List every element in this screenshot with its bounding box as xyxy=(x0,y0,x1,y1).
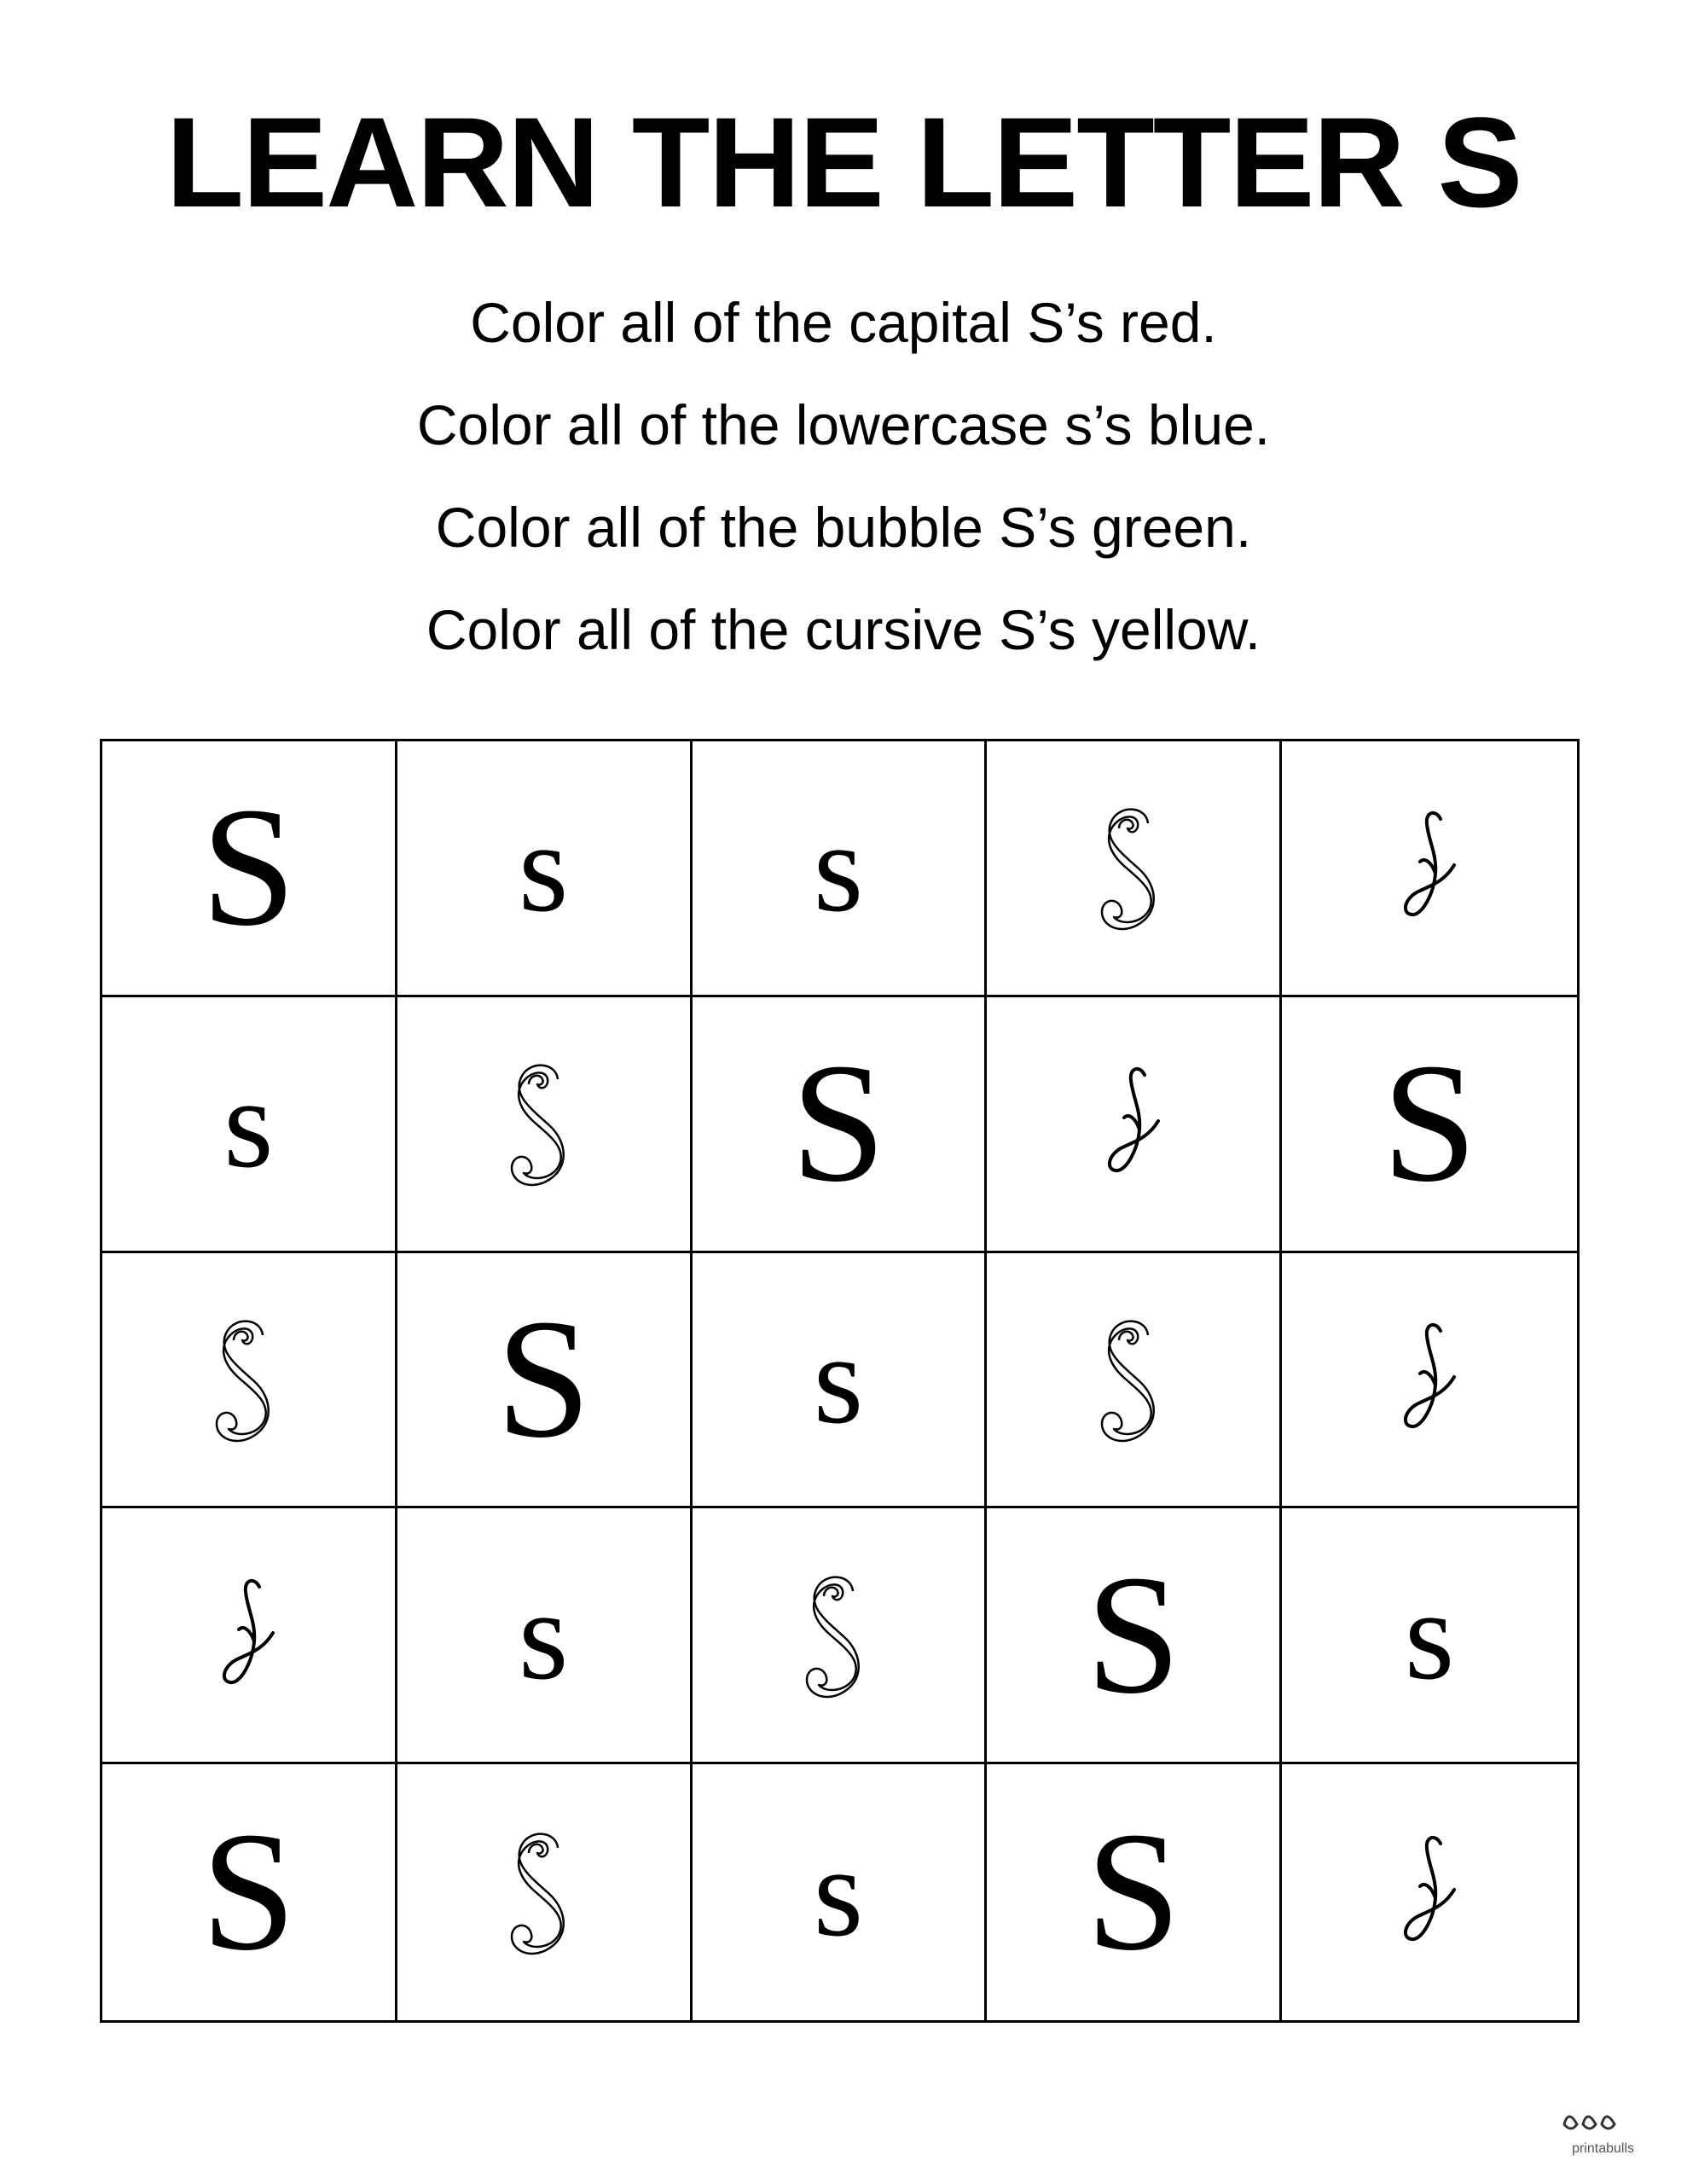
grid-cell[interactable] xyxy=(693,1764,988,2020)
grid-cell[interactable] xyxy=(693,997,988,1253)
logo-text: printabulls xyxy=(1572,2141,1634,2156)
grid-cell[interactable] xyxy=(1282,1764,1577,2020)
bubble-s-icon xyxy=(496,1824,590,1960)
capital-s-letter: S xyxy=(496,1284,591,1473)
grid-cell[interactable] xyxy=(1282,1508,1577,1764)
capital-s-letter: S xyxy=(1086,1540,1181,1729)
capital-s-letter: S xyxy=(200,1798,297,1987)
grid-cell[interactable] xyxy=(102,741,397,997)
cursive-s-icon xyxy=(1391,1828,1468,1956)
lowercase-s-letter: s xyxy=(223,1053,274,1195)
letter-grid xyxy=(100,739,1580,2023)
grid-cell[interactable] xyxy=(102,997,397,1253)
bubble-s-icon xyxy=(1087,799,1180,936)
grid-cell[interactable] xyxy=(397,1253,693,1509)
grid-cell[interactable] xyxy=(693,741,988,997)
page-title: LEARN THE LETTER S xyxy=(165,90,1522,234)
grid-cell[interactable] xyxy=(102,1508,397,1764)
cursive-s-icon xyxy=(1391,1316,1468,1443)
grid-cell[interactable] xyxy=(102,1253,397,1509)
grid-cell[interactable] xyxy=(397,997,693,1253)
instruction-capital: Color all of the capital S’s red. xyxy=(470,291,1217,354)
bubble-s-icon xyxy=(1087,1311,1180,1448)
cursive-s-icon xyxy=(1095,1060,1172,1188)
capital-s-letter: S xyxy=(200,773,297,962)
capital-s-letter: S xyxy=(1086,1798,1181,1987)
grid-cell[interactable] xyxy=(987,1764,1282,2020)
lowercase-s-letter: s xyxy=(1404,1564,1455,1706)
grid-cell[interactable] xyxy=(987,1253,1282,1509)
bubble-s-icon xyxy=(496,1055,590,1192)
lowercase-s-letter: s xyxy=(813,1308,864,1450)
grid-cell[interactable] xyxy=(987,1508,1282,1764)
bubble-s-icon xyxy=(791,1567,885,1704)
grid-cell[interactable] xyxy=(987,741,1282,997)
capital-s-letter: S xyxy=(791,1029,886,1218)
bubble-s-icon xyxy=(201,1311,295,1448)
grid-cell[interactable] xyxy=(1282,1253,1577,1509)
lowercase-s-letter: s xyxy=(813,1821,864,1964)
cursive-s-icon xyxy=(210,1571,287,1699)
instructions-list xyxy=(0,271,1687,681)
grid-cell[interactable] xyxy=(693,1508,988,1764)
grid-cell[interactable] xyxy=(397,741,693,997)
grid-cell[interactable] xyxy=(987,997,1282,1253)
lowercase-s-letter: s xyxy=(519,1564,569,1706)
cursive-s-icon xyxy=(1391,804,1468,932)
capital-s-letter: S xyxy=(1382,1029,1477,1218)
grid-cell[interactable] xyxy=(397,1508,693,1764)
instruction-cursive: Color all of the cursive S’s yellow. xyxy=(426,598,1261,661)
instruction-lowercase: Color all of the lowercase s’s blue. xyxy=(416,393,1271,456)
grid-cell[interactable] xyxy=(397,1764,693,2020)
instruction-bubble: Color all of the bubble S’s green. xyxy=(435,496,1252,559)
grid-cell[interactable] xyxy=(693,1253,988,1509)
lowercase-s-letter: s xyxy=(519,797,569,939)
lowercase-s-letter: s xyxy=(813,797,864,939)
grid-cell[interactable] xyxy=(102,1764,397,2020)
grid-cell[interactable] xyxy=(1282,741,1577,997)
grid-cell[interactable] xyxy=(1282,997,1577,1253)
